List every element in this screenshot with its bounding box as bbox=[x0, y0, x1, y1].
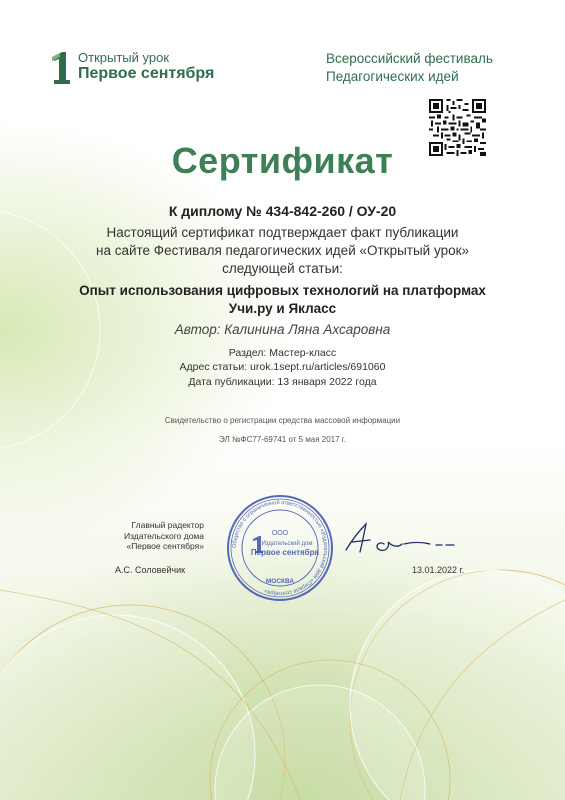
festival-name bbox=[326, 50, 493, 86]
registry-line1: Свидетельство о регистрации средства массовой информации bbox=[164, 416, 401, 425]
logo-line1: Открытый урок bbox=[78, 50, 169, 66]
festival-line2: Педагогических идей bbox=[326, 69, 459, 85]
seal-city: МОСКВА bbox=[265, 578, 295, 585]
section: Раздел: Мастер-класс bbox=[228, 347, 337, 359]
certificate-title: Сертификат bbox=[171, 140, 394, 181]
seal-inner-label: Издательский дом bbox=[261, 541, 313, 547]
diploma-number: К диплому № 434-842-260 / ОУ-20 bbox=[168, 203, 397, 219]
editor-line1: Главный радектор bbox=[131, 520, 204, 530]
seal-ring-text: Общество с ограниченной ответственностью «Издательский дом «Первое сентября» bbox=[231, 499, 329, 597]
author: Автор: Калинина Ляна Ахсаровна bbox=[174, 322, 391, 337]
confirmation-text bbox=[0, 224, 565, 277]
seal-ooo: ООО bbox=[271, 530, 289, 537]
editor-title bbox=[100, 520, 204, 552]
open-lesson-logo bbox=[50, 50, 214, 84]
editor-line2: Издательского дома bbox=[123, 530, 204, 541]
editor-name: А.С. Соловейчик bbox=[115, 565, 186, 575]
number-one-logo-icon bbox=[50, 50, 72, 84]
confirm-line1: Настоящий сертификат подтверждает факт публикации bbox=[106, 225, 459, 240]
logo-line2: Первое сентября bbox=[78, 65, 215, 83]
article-line2: Учи.ру и Якласс bbox=[228, 300, 337, 316]
confirm-line2: на сайте Фестиваля педагогических идей «Открытый урок» bbox=[96, 242, 469, 258]
seal-brand: Первое сентября bbox=[250, 548, 320, 557]
sign-date: 13.01.2022 г. bbox=[412, 565, 465, 575]
media-registration bbox=[0, 411, 565, 449]
article-line1: Опыт использования цифровых технологий на платформах bbox=[79, 283, 486, 298]
festival-line1: Всероссийский фестиваль bbox=[326, 51, 493, 66]
confirm-line3: следующей статьи: bbox=[222, 260, 343, 276]
publication-date: Дата публикации: 13 января 2022 года bbox=[188, 375, 377, 388]
article-title bbox=[0, 282, 565, 317]
registry-line2: ЭЛ №ФС77-69741 от 5 мая 2017 г. bbox=[219, 435, 346, 445]
publication-details bbox=[0, 346, 565, 389]
publisher-seal-stamp bbox=[225, 493, 335, 603]
editor-line3: «Первое сентября» bbox=[126, 541, 204, 552]
signature bbox=[338, 520, 468, 560]
article-address: Адрес статьи: urok.1sept.ru/articles/691060 bbox=[179, 361, 386, 374]
